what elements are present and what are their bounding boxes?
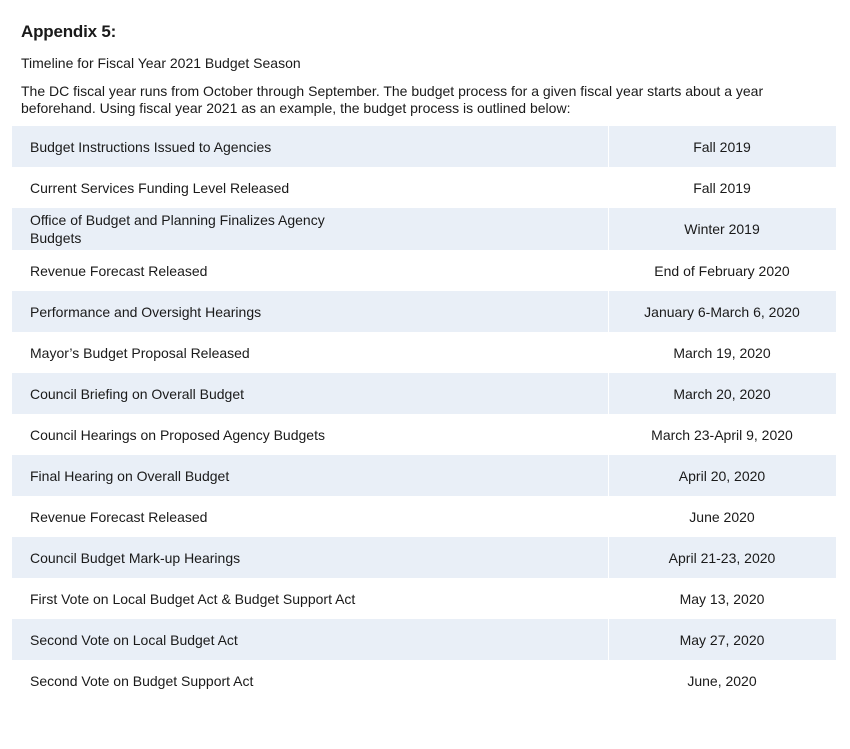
table-row	[12, 126, 836, 167]
date-cell: January 6-March 6, 2020	[608, 291, 836, 332]
table-row	[12, 496, 836, 537]
table-row	[12, 167, 836, 208]
date-cell: March 19, 2020	[608, 332, 836, 373]
table-row	[12, 208, 836, 250]
event-cell: Performance and Oversight Hearings	[12, 291, 608, 332]
table-row	[12, 373, 836, 414]
event-cell: Revenue Forecast Released	[30, 508, 208, 525]
table-row	[12, 414, 836, 455]
table-row	[12, 619, 836, 660]
event-cell: First Vote on Local Budget Act & Budget Support Act	[30, 590, 356, 607]
event-cell: Revenue Forecast Released	[30, 262, 208, 279]
event-cell: Council Briefing on Overall Budget	[12, 373, 608, 414]
table-row	[12, 578, 836, 619]
event-cell: Final Hearing on Overall Budget	[12, 455, 608, 496]
date-cell: May 27, 2020	[608, 619, 836, 660]
intro-paragraph: The DC fiscal year runs from October through September. The budget process for a given fiscal year starts about a year beforehand. Using fiscal year 2021 as an example, the budget process is outlined below:	[21, 83, 764, 116]
table-row	[12, 250, 836, 291]
date-cell: March 20, 2020	[608, 373, 836, 414]
appendix-heading: Appendix 5:	[21, 22, 117, 41]
table-row	[12, 537, 836, 578]
date-cell: March 23-April 9, 2020	[608, 414, 836, 455]
date-cell: End of February 2020	[608, 250, 836, 291]
date-cell: April 21-23, 2020	[608, 537, 836, 578]
event-cell: Second Vote on Local Budget Act	[12, 619, 608, 660]
event-cell: Current Services Funding Level Released	[30, 179, 290, 196]
date-cell: April 20, 2020	[608, 455, 836, 496]
table-row	[12, 455, 836, 496]
date-cell: June 2020	[608, 496, 836, 537]
table-row	[12, 291, 836, 332]
event-cell: Council Hearings on Proposed Agency Budgets	[30, 426, 325, 443]
date-cell: May 13, 2020	[608, 578, 836, 619]
table-row	[12, 660, 836, 701]
event-cell: Budget Instructions Issued to Agencies	[12, 126, 608, 167]
event-cell: Office of Budget and Planning Finalizes Agency Budgets	[12, 208, 608, 250]
table-row	[12, 332, 836, 373]
date-cell: Fall 2019	[608, 167, 836, 208]
date-cell: June, 2020	[608, 660, 836, 701]
event-cell: Council Budget Mark-up Hearings	[12, 537, 608, 578]
timeline-subheading: Timeline for Fiscal Year 2021 Budget Season	[21, 55, 301, 71]
event-cell: Mayor’s Budget Proposal Released	[30, 344, 250, 361]
date-cell: Winter 2019	[608, 208, 836, 250]
event-cell: Second Vote on Budget Support Act	[30, 672, 254, 689]
budget-timeline-table	[12, 126, 836, 701]
date-cell: Fall 2019	[608, 126, 836, 167]
